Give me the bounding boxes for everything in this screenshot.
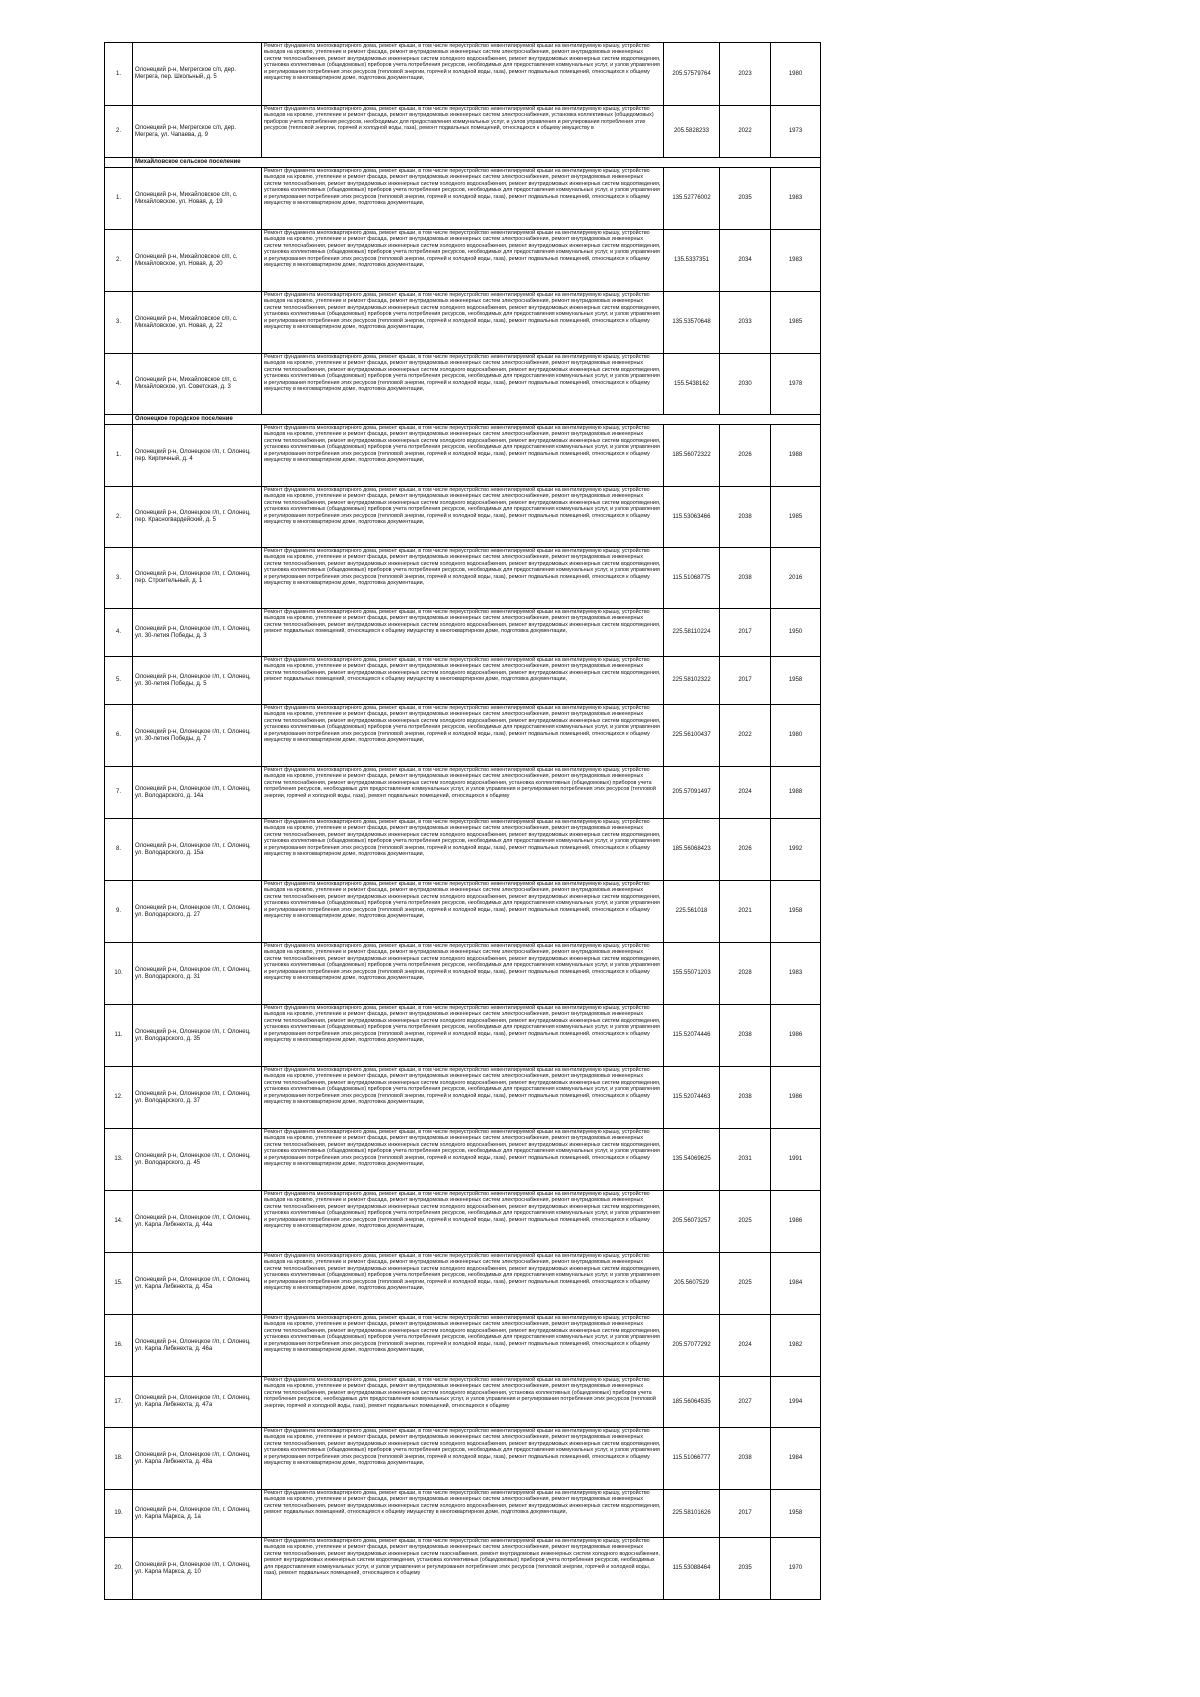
build-year-cell: 1982 — [771, 1315, 821, 1377]
row-number: 1. — [105, 425, 133, 487]
address-cell: Олонецкий р-н, Олонецкое г/п, г. Олонец, ул. Карла Либкнехта, д. 44а — [133, 1191, 262, 1253]
table-row — [105, 1191, 821, 1253]
table-row — [105, 943, 821, 1005]
cost-cell: 185.56072322 — [664, 425, 720, 487]
repair-year-cell: 2025 — [720, 1253, 771, 1315]
repair-year-cell: 2017 — [720, 1490, 771, 1538]
table-row — [105, 1067, 821, 1129]
build-year-cell: 1950 — [771, 609, 821, 657]
cost-cell: 135.53570648 — [664, 292, 720, 354]
repair-year-cell: 2026 — [720, 425, 771, 487]
section-header-row — [105, 158, 821, 168]
table-row — [105, 819, 821, 881]
repair-year-cell: 2035 — [720, 1538, 771, 1600]
works-text: Ремонт фундамента многоквартирного дома, ремонт крыши, в том числе переустройство невентилируемой крыши на вентилируемую крышу, устройство выходов на кровлю, утепление и ремонт фасада, ремонт внутридомовых инженерных систем электроснабжения, ремонт внутридомовых инженерных систем теплоснабжения, ремонт внутридомовых инженерных систем холодного водоснабжения, ремонт внутридомовых инженерных систем водоотведения, установка коллективных (общедомовых) приборов учета потребления ресурсов, необходимых для предоставления коммунальных услуг, и узлов управления и регулирования потребления этих ресурсов (тепловой энергии, горячей и холодной воды, газа), ремонт подвальных помещений, относящихся к общему имуществу в многоквартирном доме, подготовка документации, — [264, 425, 661, 464]
works-cell — [262, 354, 664, 415]
table-row — [105, 609, 821, 657]
address-cell: Олонецкий р-н, Олонецкое г/п, г. Олонец, ул. Карла Маркса, д. 10 — [133, 1538, 262, 1600]
table-row — [105, 1490, 821, 1538]
address-cell: Олонецкий р-н, Михайловское с/п, с. Михайловское, ул. Советская, д. 3 — [133, 354, 262, 415]
works-text: Ремонт фундамента многоквартирного дома, ремонт крыши, в том числе переустройство невентилируемой крыши на вентилируемую крышу, устройство выходов на кровлю, утепление и ремонт фасада, ремонт внутридомовых инженерных систем электроснабжения, ремонт внутридомовых инженерных систем теплоснабжения, ремонт внутридомовых инженерных систем холодного водоснабжения, ремонт внутридомовых инженерных систем водоотведения, установка коллективных (общедомовых) приборов учета потребления ресурсов, необходимых для предоставления коммунальных услуг, и узлов управления и регулирования потребления этих ресурсов (тепловой энергии, горячей и холодной воды, газа), ремонт подвальных помещений, относящихся к общему имуществу в многоквартирном доме, подготовка документации, — [264, 1428, 661, 1467]
cost-cell: 185.56068423 — [664, 819, 720, 881]
works-text: Ремонт фундамента многоквартирного дома, ремонт крыши, в том числе переустройство невентилируемой крыши на вентилируемую крышу, устройство выходов на кровлю, утепление и ремонт фасада, ремонт внутридомовых инженерных систем электроснабжения, ремонт внутридомовых инженерных систем теплоснабжения, ремонт внутридомовых инженерных систем холодного водоснабжения, ремонт внутридомовых инженерных систем водоотведения, установка коллективных (общедомовых) приборов учета потребления ресурсов, необходимых для предоставления коммунальных услуг, и узлов управления и регулирования потребления этих ресурсов (тепловой энергии, горячей и холодной воды, газа), ремонт подвальных помещений, относящихся к общему имуществу в многоквартирном доме, подготовка документации, — [264, 230, 661, 269]
repair-year-cell: 2038 — [720, 1067, 771, 1129]
works-text: Ремонт фундамента многоквартирного дома, ремонт крыши, в том числе переустройство невентилируемой крыши на вентилируемую крышу, устройство выходов на кровлю, утепление и ремонт фасада, ремонт внутридомовых инженерных систем электроснабжения, ремонт внутридомовых инженерных систем теплоснабжения, ремонт внутридомовых инженерных систем холодного водоснабжения, ремонт внутридомовых инженерных систем водоотведения, установка коллективных (общедомовых) приборов учета потребления ресурсов, необходимых для предоставления коммунальных услуг, и узлов управления и регулирования потребления этих ресурсов (тепловой энергии, горячей и холодной воды, газа), ремонт подвальных помещений, относящихся к общему имуществу в многоквартирном доме, подготовка документации, — [264, 705, 661, 744]
works-text: Ремонт фундамента многоквартирного дома, ремонт крыши, в том числе переустройство невентилируемой крыши на вентилируемую крышу, устройство выходов на кровлю, утепление и ремонт фасада, ремонт внутридомовых инженерных систем электроснабжения, ремонт внутридомовых инженерных систем теплоснабжения, ремонт внутридомовых инженерных систем холодного водоснабжения, ремонт внутридомовых инженерных систем водоотведения, установка коллективных (общедомовых) приборов учета потребления ресурсов, необходимых для предоставления коммунальных услуг, и узлов управления и регулирования потребления этих ресурсов (тепловой энергии, горячей и холодной воды, газа), ремонт подвальных помещений, относящихся к общему имуществу в многоквартирном доме, подготовка документации, — [264, 1067, 661, 1106]
table-row — [105, 425, 821, 487]
works-cell — [262, 1253, 664, 1315]
works-text: Ремонт фундамента многоквартирного дома, ремонт крыши, в том числе переустройство невентилируемой крыши на вентилируемую крышу, устройство выходов на кровлю, утепление и ремонт фасада, ремонт внутридомовых инженерных систем электроснабжения, ремонт внутридомовых инженерных систем теплоснабжения, ремонт внутридомовых инженерных систем холодного водоснабжения, ремонт внутридомовых инженерных систем водоотведения, установка коллективных (общедомовых) приборов учета потребления ресурсов, необходимых для предоставления коммунальных услуг, и узлов управления и регулирования потребления этих ресурсов (тепловой энергии, горячей и холодной воды, газа), ремонт подвальных помещений, относящихся к общему имуществу в многоквартирном доме, подготовка документации, — [264, 548, 661, 587]
works-text: Ремонт фундамента многоквартирного дома, ремонт крыши, в том числе переустройство невентилируемой крыши на вентилируемую крышу, устройство выходов на кровлю, утепление и ремонт фасада, ремонт внутридомовых инженерных систем электроснабжения, ремонт внутридомовых инженерных систем теплоснабжения, ремонт внутридомовых инженерных систем холодного водоснабжения, ремонт внутридомовых инженерных систем водоотведения, установка коллективных (общедомовых) приборов учета потребления ресурсов, необходимых для предоставления коммунальных услуг, и узлов управления и регулирования потребления этих ресурсов (тепловой энергии, горячей и холодной воды, газа), ремонт подвальных помещений, относящихся к общему имуществу в многоквартирном доме, подготовка документации, — [264, 43, 661, 82]
works-text: Ремонт фундамента многоквартирного дома, ремонт крыши, в том числе переустройство невентилируемой крыши на вентилируемую крышу, устройство выходов на кровлю, утепление и ремонт фасада, ремонт внутридомовых инженерных систем электроснабжения, ремонт внутридомовых инженерных систем теплоснабжения, ремонт внутридомовых инженерных систем холодного водоснабжения, ремонт внутридомовых инженерных систем водоотведения, установка коллективных (общедомовых) приборов учета потребления ресурсов, необходимых для предоставления коммунальных услуг, и узлов управления и регулирования потребления этих ресурсов (тепловой энергии, горячей и холодной воды, газа), ремонт подвальных помещений, относящихся к общему имуществу в многоквартирном доме, подготовка документации, — [264, 354, 661, 393]
works-text: Ремонт фундамента многоквартирного дома, ремонт крыши, в том числе переустройство невентилируемой крыши на вентилируемую крышу, устройство выходов на кровлю, утепление и ремонт фасада, ремонт внутридомовых инженерных систем электроснабжения, ремонт внутридомовых инженерных систем теплоснабжения, ремонт внутридомовых инженерных систем холодного водоснабжения, ремонт внутридомовых инженерных систем водоотведения, установка коллективных (общедомовых) приборов учета потребления ресурсов, необходимых для предоставления коммунальных услуг, и узлов управления и регулирования потребления этих ресурсов (тепловой энергии, горячей и холодной воды, газа), ремонт подвальных помещений, относящихся к общему имуществу в многоквартирном доме, подготовка документации, — [264, 292, 661, 331]
row-number: 6. — [105, 705, 133, 767]
cost-cell: 225.58101626 — [664, 1490, 720, 1538]
cost-cell: 115.52074446 — [664, 1005, 720, 1067]
works-cell — [262, 106, 664, 158]
repair-year-cell: 2034 — [720, 230, 771, 292]
address-cell: Олонецкий р-н, Олонецкое г/п, г. Олонец, ул. Карла Либкнехта, д. 46а — [133, 1315, 262, 1377]
works-text: Ремонт фундамента многоквартирного дома, ремонт крыши, в том числе переустройство невентилируемой крыши на вентилируемую крышу, устройство выходов на кровлю, утепление и ремонт фасада, ремонт внутридомовых инженерных систем электроснабжения, ремонт внутридомовых инженерных систем теплоснабжения, ремонт внутридомовых инженерных систем холодного водоснабжения, ремонт внутридомовых инженерных систем водоотведения, установка коллективных (общедомовых) приборов учета потребления ресурсов, необходимых для предоставления коммунальных услуг, и узлов управления и регулирования потребления этих ресурсов (тепловой энергии, горячей и холодной воды, газа), ремонт подвальных помещений, относящихся к общему имуществу в многоквартирном доме, подготовка документации, — [264, 487, 661, 526]
address-cell: Олонецкий р-н, Олонецкое г/п, г. Олонец, ул. Карла Либкнехта, д. 45а — [133, 1253, 262, 1315]
table-row — [105, 1428, 821, 1490]
section-header-spacer — [105, 415, 133, 425]
row-number: 8. — [105, 819, 133, 881]
repair-year-cell: 2027 — [720, 1377, 771, 1428]
build-year-cell: 1984 — [771, 1253, 821, 1315]
repair-year-cell: 2030 — [720, 354, 771, 415]
works-cell — [262, 230, 664, 292]
build-year-cell: 1980 — [771, 705, 821, 767]
table-row — [105, 1129, 821, 1191]
build-year-cell: 1958 — [771, 657, 821, 705]
repair-year-cell: 2035 — [720, 168, 771, 230]
works-text: Ремонт фундамента многоквартирного дома, ремонт крыши, в том числе переустройство невентилируемой крыши на вентилируемую крышу, устройство выходов на кровлю, утепление и ремонт фасада, ремонт внутридомовых инженерных систем электроснабжения, ремонт внутридомовых инженерных систем теплоснабжения, ремонт внутридомовых инженерных систем холодного водоснабжения, ремонт внутридомовых инженерных систем водоотведения, установка коллективных (общедомовых) приборов учета потребления ресурсов, необходимых для предоставления коммунальных услуг, и узлов управления и регулирования потребления этих ресурсов (тепловой энергии, горячей и холодной воды, газа), ремонт подвальных помещений, относящихся к общему имуществу в многоквартирном доме, подготовка документации, — [264, 1191, 661, 1230]
repair-year-cell: 2038 — [720, 1428, 771, 1490]
row-number: 13. — [105, 1129, 133, 1191]
row-number: 1. — [105, 43, 133, 106]
works-cell — [262, 1377, 664, 1428]
table-row — [105, 106, 821, 158]
repair-year-cell: 2024 — [720, 1315, 771, 1377]
works-cell — [262, 1005, 664, 1067]
build-year-cell: 1970 — [771, 1538, 821, 1600]
build-year-cell: 2016 — [771, 548, 821, 609]
works-cell — [262, 548, 664, 609]
works-cell — [262, 609, 664, 657]
works-cell — [262, 168, 664, 230]
cost-cell: 135.54069625 — [664, 1129, 720, 1191]
cost-cell: 205.57077292 — [664, 1315, 720, 1377]
address-cell: Олонецкий р-н, Михайловское с/п, с. Михайловское, ул. Новая, д. 20 — [133, 230, 262, 292]
section-header-row — [105, 415, 821, 425]
works-cell — [262, 1428, 664, 1490]
table-row — [105, 548, 821, 609]
build-year-cell: 1986 — [771, 1067, 821, 1129]
address-cell: Олонецкий р-н, Олонецкое г/п, г. Олонец, ул. Володарского, д. 27 — [133, 881, 262, 943]
cost-cell: 135.5337351 — [664, 230, 720, 292]
works-cell — [262, 425, 664, 487]
works-cell — [262, 881, 664, 943]
works-text: Ремонт фундамента многоквартирного дома, ремонт крыши, в том числе переустройство невентилируемой крыши на вентилируемую крышу, устройство выходов на кровлю, утепление и ремонт фасада, ремонт внутридомовых инженерных систем электроснабжения, ремонт внутридомовых инженерных систем теплоснабжения, ремонт внутридомовых инженерных систем холодного водоснабжения, ремонт внутридомовых инженерных систем водоотведения, установка коллективных (общедомовых) приборов учета потребления ресурсов, необходимых для предоставления коммунальных услуг, и узлов управления и регулирования потребления этих ресурсов (тепловой энергии, горячей и холодной воды, газа), ремонт подвальных помещений, относящихся к общему имуществу в многоквартирном доме, подготовка документации, — [264, 1315, 661, 1354]
cost-cell: 115.53088464 — [664, 1538, 720, 1600]
works-text: Ремонт фундамента многоквартирного дома, ремонт крыши, в том числе переустройство невентилируемой крыши на вентилируемую крышу, устройство выходов на кровлю, утепление и ремонт фасада, ремонт внутридомовых инженерных систем электроснабжения, ремонт внутридомовых инженерных систем теплоснабжения, ремонт внутридомовых инженерных систем холодного водоснабжения, ремонт внутридомовых инженерных систем водоотведения, ремонт подвальных помещений, относящихся к общему имуществу в многоквартирном доме, подготовка документации, — [264, 657, 661, 683]
row-number: 4. — [105, 609, 133, 657]
works-text: Ремонт фундамента многоквартирного дома, ремонт крыши, в том числе переустройство невентилируемой крыши на вентилируемую крышу, устройство выходов на кровлю, утепление и ремонт фасада, ремонт внутридомовых инженерных систем электроснабжения, ремонт внутридомовых инженерных систем теплоснабжения, ремонт внутридомовых инженерных систем холодного водоснабжения, ремонт внутридомовых инженерных систем водоотведения, ремонт подвальных помещений, относящихся к общему имуществу в многоквартирном доме, подготовка документации, — [264, 1490, 661, 1516]
repair-year-cell: 2038 — [720, 1005, 771, 1067]
build-year-cell: 1986 — [771, 1005, 821, 1067]
address-cell: Олонецкий р-н, Олонецкое г/п, г. Олонец, ул. Карла Маркса, д. 1а — [133, 1490, 262, 1538]
works-text: Ремонт фундамента многоквартирного дома, ремонт крыши, в том числе переустройство невентилируемой крыши на вентилируемую крышу, устройство выходов на кровлю, утепление и ремонт фасада, ремонт внутридомовых инженерных систем электроснабжения, ремонт внутридомовых инженерных систем теплоснабжения, ремонт внутридомовых инженерных систем холодного водоснабжения, ремонт внутридомовых инженерных систем водоотведения, установка коллективных (общедомовых) приборов учета потребления ресурсов, необходимых для предоставления коммунальных услуг, и узлов управления и регулирования потребления этих ресурсов (тепловой энергии, горячей и холодной воды, газа), ремонт подвальных помещений, относящихся к общему имуществу в многоквартирном доме, подготовка документации, — [264, 819, 661, 858]
address-cell: Олонецкий р-н, Олонецкое г/п, г. Олонец, пер. Кирпичный, д. 4 — [133, 425, 262, 487]
row-number: 2. — [105, 487, 133, 548]
row-number: 14. — [105, 1191, 133, 1253]
works-text: Ремонт фундамента многоквартирного дома, ремонт крыши, в том числе переустройство невентилируемой крыши на вентилируемую крышу, устройство выходов на кровлю, утепление и ремонт фасада, ремонт внутридомовых инженерных систем электроснабжения, ремонт внутридомовых инженерных систем теплоснабжения, ремонт внутридомовых инженерных систем холодного водоснабжения, ремонт внутридомовых инженерных систем водоотведения, установка коллективных (общедомовых) приборов учета потребления ресурсов, необходимых для предоставления коммунальных услуг, и узлов управления и регулирования потребления этих ресурсов (тепловой энергии, горячей и холодной воды, газа), ремонт подвальных помещений, относящихся к общему имуществу в многоквартирном доме, подготовка документации, — [264, 943, 661, 982]
works-cell — [262, 1490, 664, 1538]
build-year-cell: 1978 — [771, 354, 821, 415]
works-text: Ремонт фундамента многоквартирного дома, ремонт крыши, в том числе переустройство невентилируемой крыши на вентилируемую крышу, устройство выходов на кровлю, утепление и ремонт фасада, ремонт внутридомовых инженерных систем электроснабжения, ремонт внутридомовых инженерных систем теплоснабжения, ремонт внутридомовых инженерных систем холодного водоснабжения, ремонт внутридомовых инженерных систем водоотведения, установка коллективных (общедомовых) приборов учета потребления ресурсов, необходимых для предоставления коммунальных услуг, и узлов управления и регулирования потребления этих ресурсов (тепловой энергии, горячей и холодной воды, газа), ремонт подвальных помещений, относящихся к общему имуществу в многоквартирном доме, подготовка документации, — [264, 1253, 661, 1292]
works-text: Ремонт фундамента многоквартирного дома, ремонт крыши, в том числе переустройство невентилируемой крыши на вентилируемую крышу, устройство выходов на кровлю, утепление и ремонт фасада, ремонт внутридомовых инженерных систем электроснабжения, ремонт внутридомовых инженерных систем теплоснабжения, ремонт внутридомовых инженерных систем холодного водоснабжения, ремонт внутридомовых инженерных систем водоотведения, установка коллективных (общедомовых) приборов учета потребления ресурсов, необходимых для предоставления коммунальных услуг, и узлов управления и регулирования потребления этих ресурсов (тепловой энергии, горячей и холодной воды, газа), ремонт подвальных помещений, относящихся к общему имуществу в многоквартирном доме, подготовка документации, — [264, 881, 661, 920]
table-row — [105, 657, 821, 705]
section-header-spacer — [105, 158, 133, 168]
table-body — [105, 43, 821, 1600]
build-year-cell: 1973 — [771, 106, 821, 158]
repair-year-cell: 2023 — [720, 43, 771, 106]
table-row — [105, 1377, 821, 1428]
row-number: 2. — [105, 106, 133, 158]
build-year-cell: 1988 — [771, 767, 821, 819]
works-text: Ремонт фундамента многоквартирного дома, ремонт крыши, в том числе переустройство невентилируемой крыши на вентилируемую крышу, устройство выходов на кровлю, утепление и ремонт фасада, ремонт внутридомовых инженерных систем электроснабжения, ремонт внутридомовых инженерных систем теплоснабжения, ремонт внутридомовых инженерных систем холодного водоснабжения, ремонт внутридомовых инженерных систем водоотведения, ремонт подвальных помещений, относящихся к общему имуществу в многоквартирном доме, подготовка документации, — [264, 609, 661, 635]
repair-year-cell: 2028 — [720, 943, 771, 1005]
works-cell — [262, 487, 664, 548]
address-cell: Олонецкий р-н, Михайловское с/п, с. Михайловское, ул. Новая, д. 22 — [133, 292, 262, 354]
works-cell — [262, 943, 664, 1005]
works-text: Ремонт фундамента многоквартирного дома, ремонт крыши, в том числе переустройство невентилируемой крыши на вентилируемую крышу, устройство выходов на кровлю, утепление и ремонт фасада, ремонт внутридомовых инженерных систем электроснабжения, ремонт внутридомовых инженерных систем теплоснабжения, ремонт внутридомовых инженерных систем холодного водоснабжения, ремонт внутридомовых инженерных систем водоотведения, установка коллективных (общедомовых) приборов учета потребления ресурсов, необходимых для предоставления коммунальных услуг, и узлов управления и регулирования потребления этих ресурсов (тепловой энергии, горячей и холодной воды, газа), ремонт подвальных помещений, относящихся к общему имуществу в многоквартирном доме, подготовка документации, — [264, 168, 661, 207]
build-year-cell: 1988 — [771, 425, 821, 487]
repair-year-cell: 2017 — [720, 657, 771, 705]
build-year-cell: 1992 — [771, 819, 821, 881]
row-number: 4. — [105, 354, 133, 415]
cost-cell: 155.55071203 — [664, 943, 720, 1005]
address-cell: Олонецкий р-н, Мегрегское с/п, дер. Мегрега, ул. Чапаева, д. 9 — [133, 106, 262, 158]
table-row — [105, 354, 821, 415]
address-cell: Олонецкий р-н, Олонецкое г/п, г. Олонец, ул. Володарского, д. 14а — [133, 767, 262, 819]
table-row — [105, 767, 821, 819]
row-number: 15. — [105, 1253, 133, 1315]
cost-cell: 115.51068775 — [664, 548, 720, 609]
table-row — [105, 168, 821, 230]
works-text: Ремонт фундамента многоквартирного дома, ремонт крыши, в том числе переустройство невентилируемой крыши на вентилируемую крышу, устройство выходов на кровлю, утепление и ремонт фасада, ремонт внутридомовых инженерных систем электроснабжения, ремонт внутридомовых инженерных систем теплоснабжения, ремонт внутридомовых инженерных систем холодного водоснабжения, ремонт внутридомовых инженерных систем водоотведения, установка коллективных (общедомовых) приборов учета потребления ресурсов, необходимых для предоставления коммунальных услуг, и узлов управления и регулирования потребления этих ресурсов (тепловой энергии, горячей и холодной воды, газа), ремонт подвальных помещений, относящихся к общему имуществу в многоквартирном доме, подготовка документации, — [264, 1129, 661, 1168]
row-number: 11. — [105, 1005, 133, 1067]
works-cell — [262, 1191, 664, 1253]
table-row — [105, 487, 821, 548]
repair-year-cell: 2022 — [720, 705, 771, 767]
repair-year-cell: 2017 — [720, 609, 771, 657]
works-cell — [262, 1538, 664, 1600]
address-cell: Олонецкий р-н, Олонецкое г/п, г. Олонец, ул. Володарского, д. 15а — [133, 819, 262, 881]
row-number: 19. — [105, 1490, 133, 1538]
row-number: 17. — [105, 1377, 133, 1428]
build-year-cell: 1994 — [771, 1377, 821, 1428]
build-year-cell: 1991 — [771, 1129, 821, 1191]
cost-cell: 225.561018 — [664, 881, 720, 943]
address-cell: Олонецкий р-н, Олонецкое г/п, г. Олонец, пер. Красногвардейский, д. 5 — [133, 487, 262, 548]
row-number: 1. — [105, 168, 133, 230]
cost-cell: 155.5438162 — [664, 354, 720, 415]
address-cell: Олонецкий р-н, Олонецкое г/п, г. Олонец, ул. Карла Либкнехта, д. 47а — [133, 1377, 262, 1428]
row-number: 10. — [105, 943, 133, 1005]
table-row — [105, 1538, 821, 1600]
cost-cell: 115.51066777 — [664, 1428, 720, 1490]
table-row — [105, 881, 821, 943]
works-cell — [262, 1067, 664, 1129]
works-text: Ремонт фундамента многоквартирного дома, ремонт крыши, в том числе переустройство невентилируемой крыши на вентилируемую крышу, устройство выходов на кровлю, утепление и ремонт фасада, ремонт внутридомовых инженерных систем электроснабжения, ремонт внутридомовых инженерных систем теплоснабжения, ремонт внутридомовых инженерных систем холодного водоснабжения, ремонт внутридомовых инженерных систем водоотведения, установка коллективных (общедомовых) приборов учета потребления ресурсов, необходимых для предоставления коммунальных услуг, и узлов управления и регулирования потребления этих ресурсов (тепловой энергии, горячей и холодной воды, газа), ремонт подвальных помещений, относящихся к общему имуществу в многоквартирном доме, подготовка документации, — [264, 1005, 661, 1044]
build-year-cell: 1958 — [771, 1490, 821, 1538]
section-title: Олонецкое городское поселение — [133, 415, 821, 425]
table-row — [105, 292, 821, 354]
row-number: 12. — [105, 1067, 133, 1129]
build-year-cell: 1958 — [771, 881, 821, 943]
works-cell — [262, 819, 664, 881]
table-row — [105, 1253, 821, 1315]
works-text: Ремонт фундамента многоквартирного дома, ремонт крыши, в том числе переустройство невентилируемой крыши на вентилируемую крышу, устройство выходов на кровлю, утепление и ремонт фасада, ремонт внутридомовых инженерных систем электроснабжения, ремонт внутридомовых инженерных систем теплоснабжения, ремонт внутридомовых инженерных систем газоснабжения, ремонт внутридомовых инженерных систем холодного водоснабжения, ремонт внутридомовых инженерных систем водоотведения, установка коллективных (общедомовых) приборов учета потребления ресурсов, необходимых для предоставления коммунальных услуг, и узлов управления и регулирования потребления этих ресурсов (тепловой энергии, горячей и холодной воды, газа), ремонт подвальных помещений, относящихся к общему — [264, 1538, 660, 1577]
works-cell — [262, 43, 664, 106]
address-cell: Олонецкий р-н, Михайловское с/п, с. Михайловское, ул. Новая, д. 19 — [133, 168, 262, 230]
address-cell: Олонецкий р-н, Олонецкое г/п, г. Олонец, ул. 30-летия Победы, д. 7 — [133, 705, 262, 767]
repair-year-cell: 2038 — [720, 487, 771, 548]
repair-year-cell: 2026 — [720, 819, 771, 881]
works-cell — [262, 1315, 664, 1377]
build-year-cell: 1983 — [771, 943, 821, 1005]
repair-year-cell: 2033 — [720, 292, 771, 354]
address-cell: Олонецкий р-н, Олонецкое г/п, г. Олонец, ул. Володарского, д. 45 — [133, 1129, 262, 1191]
address-cell: Олонецкий р-н, Олонецкое г/п, г. Олонец, ул. 30-летия Победы, д. 3 — [133, 609, 262, 657]
build-year-cell: 1985 — [771, 292, 821, 354]
cost-cell: 225.56100437 — [664, 705, 720, 767]
address-cell: Олонецкий р-н, Олонецкое г/п, г. Олонец, ул. 30-летия Победы, д. 5 — [133, 657, 262, 705]
cost-cell: 205.57579764 — [664, 43, 720, 106]
table-row — [105, 230, 821, 292]
works-text: Ремонт фундамента многоквартирного дома, ремонт крыши, в том числе переустройство невентилируемой крыши на вентилируемую крышу, устройство выходов на кровлю, утепление и ремонт фасада, ремонт внутридомовых инженерных систем электроснабжения, ремонт внутридомовых инженерных систем теплоснабжения, ремонт внутридомовых инженерных систем холодного водоснабжения, установка коллективных (общедомовых) приборов учета потребления ресурсов, необходимых для предоставления коммунальных услуг, и узлов управления и регулирования потребления этих ресурсов (тепловой энергии, горячей и холодной воды, газа), ремонт подвальных помещений, относящихся к общему — [264, 767, 656, 799]
cost-cell: 225.58110224 — [664, 609, 720, 657]
cost-cell: 205.5828233 — [664, 106, 720, 158]
works-cell — [262, 1129, 664, 1191]
cost-cell: 115.53063466 — [664, 487, 720, 548]
works-cell — [262, 292, 664, 354]
repair-year-cell: 2025 — [720, 1191, 771, 1253]
address-cell: Олонецкий р-н, Олонецкое г/п, г. Олонец, ул. Володарского, д. 37 — [133, 1067, 262, 1129]
row-number: 9. — [105, 881, 133, 943]
address-cell: Олонецкий р-н, Олонецкое г/п, г. Олонец, пер. Строительный, д. 1 — [133, 548, 262, 609]
cost-cell: 135.52776002 — [664, 168, 720, 230]
works-text: Ремонт фундамента многоквартирного дома, ремонт крыши, в том числе переустройство невентилируемой крыши на вентилируемую крышу, устройство выходов на кровлю, утепление и ремонт фасада, ремонт внутридомовых инженерных систем электроснабжения, ремонт внутридомовых инженерных систем теплоснабжения, ремонт внутридомовых инженерных систем холодного водоснабжения, установка коллективных (общедомовых) приборов учета потребления ресурсов, необходимых для предоставления коммунальных услуг, и узлов управления и регулирования потребления этих ресурсов (тепловой энергии, горячей и холодной воды, газа), ремонт подвальных помещений, относящихся к общему — [264, 1377, 656, 1409]
repair-year-cell: 2022 — [720, 106, 771, 158]
repair-year-cell: 2038 — [720, 548, 771, 609]
cost-cell: 205.5607529 — [664, 1253, 720, 1315]
section-title: Михайловское сельское поселение — [133, 158, 821, 168]
table-row — [105, 1005, 821, 1067]
row-number: 18. — [105, 1428, 133, 1490]
table-row — [105, 1315, 821, 1377]
cost-cell: 185.56064535 — [664, 1377, 720, 1428]
table-row — [105, 705, 821, 767]
row-number: 3. — [105, 548, 133, 609]
build-year-cell: 1985 — [771, 487, 821, 548]
row-number: 5. — [105, 657, 133, 705]
build-year-cell: 1986 — [771, 1191, 821, 1253]
row-number: 3. — [105, 292, 133, 354]
row-number: 20. — [105, 1538, 133, 1600]
works-cell — [262, 657, 664, 705]
address-cell: Олонецкий р-н, Олонецкое г/п, г. Олонец, ул. Володарского, д. 31 — [133, 943, 262, 1005]
row-number: 7. — [105, 767, 133, 819]
cost-cell: 205.56073257 — [664, 1191, 720, 1253]
repair-year-cell: 2021 — [720, 881, 771, 943]
row-number: 16. — [105, 1315, 133, 1377]
cost-cell: 225.58102322 — [664, 657, 720, 705]
works-text: Ремонт фундамента многоквартирного дома, ремонт крыши, в том числе переустройство невентилируемой крыши на вентилируемую крышу, устройство выходов на кровлю, утепление и ремонт фасада, ремонт внутридомовых инженерных систем электроснабжения, установка коллективных (общедомовых) приборов учета потребления ресурсов, необходимых для предоставления коммунальных услуг, и узлов управления и регулирования потребления этих ресурсов (тепловой энергии, горячей и холодной воды, газа), ремонт подвальных помещений, относящихся к общему имуществу в — [264, 106, 654, 132]
address-cell: Олонецкий р-н, Мегрегское с/п, дер. Мегрега, пер. Школьный, д. 5 — [133, 43, 262, 106]
works-cell — [262, 705, 664, 767]
address-cell: Олонецкий р-н, Олонецкое г/п, г. Олонец, ул. Карла Либкнехта, д. 48а — [133, 1428, 262, 1490]
cost-cell: 115.52074463 — [664, 1067, 720, 1129]
address-cell: Олонецкий р-н, Олонецкое г/п, г. Олонец, ул. Володарского, д. 35 — [133, 1005, 262, 1067]
build-year-cell: 1984 — [771, 1428, 821, 1490]
row-number: 2. — [105, 230, 133, 292]
build-year-cell: 1983 — [771, 230, 821, 292]
repair-year-cell: 2031 — [720, 1129, 771, 1191]
table-row — [105, 43, 821, 106]
works-cell — [262, 767, 664, 819]
cost-cell: 205.57091497 — [664, 767, 720, 819]
build-year-cell: 1980 — [771, 43, 821, 106]
capital-repair-table — [104, 42, 821, 1600]
build-year-cell: 1983 — [771, 168, 821, 230]
repair-year-cell: 2024 — [720, 767, 771, 819]
